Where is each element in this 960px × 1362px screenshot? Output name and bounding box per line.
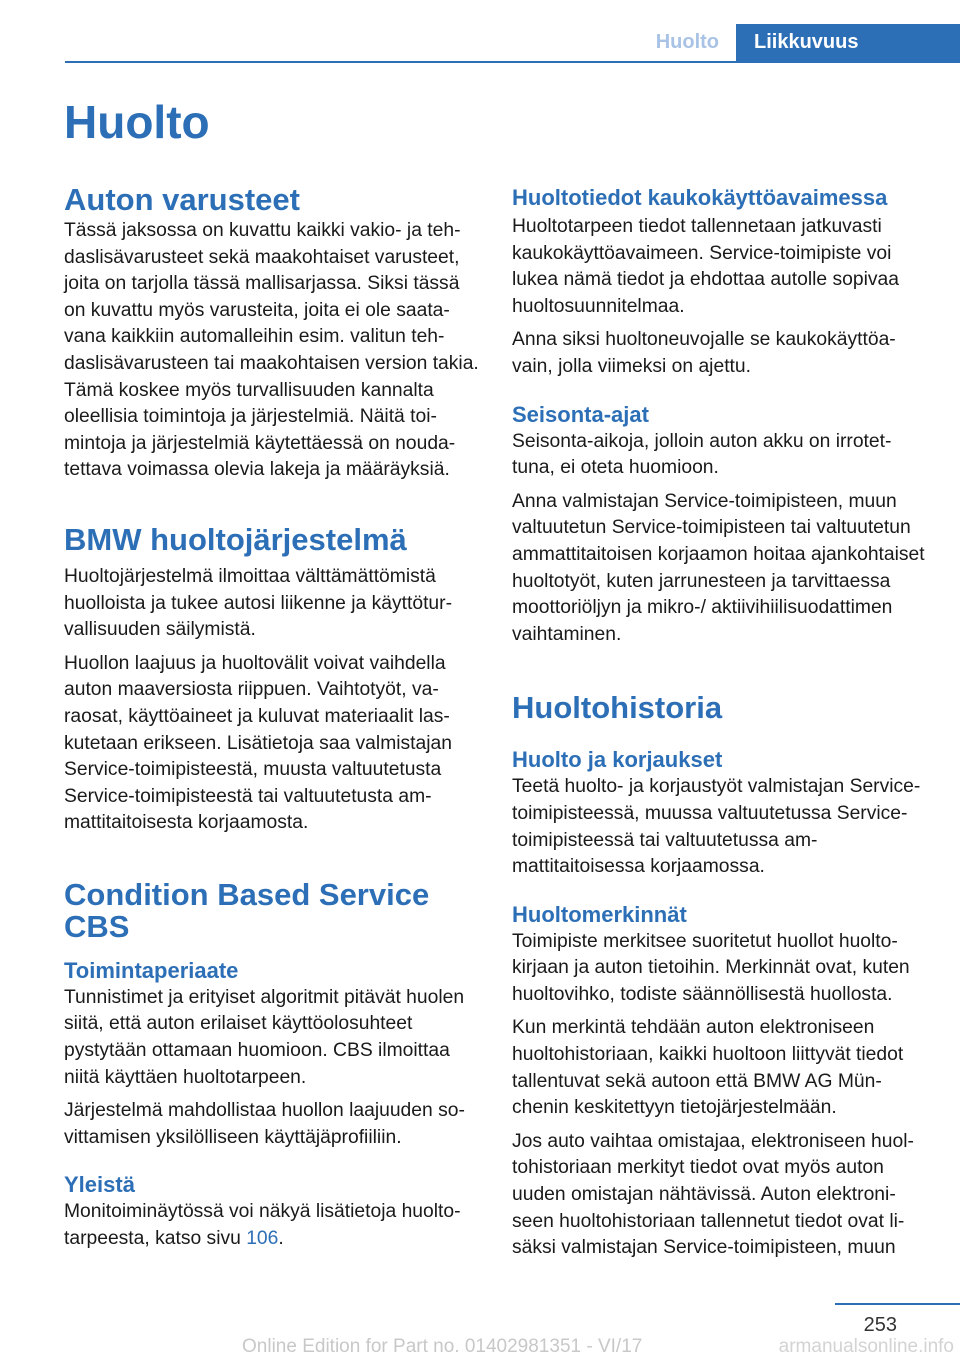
service-paragraph-2: Huollon laajuus ja huoltovälit voivat vaihdella auton maaversiosta riippuen. Vaihtotyöt, varaosat, käyttöaineet ja kuluvat materiaalit laskutetaan erikseen. Lisätietoja saa valmistajan Service-toimipisteestä, muusta valtuutetusta Service-toimipisteestä tai valtuutetusta ammattitaitoisesta korjaamosta. bbox=[64, 652, 452, 834]
subheading-service-repairs: Huolto ja korjaukset bbox=[512, 747, 723, 773]
page-title: Huolto bbox=[64, 96, 210, 148]
subheading-service-records: Huoltomerkinnät bbox=[512, 901, 687, 927]
subheading-remote-key: Huoltotiedot kaukokäyttöavaimessa bbox=[512, 185, 888, 210]
section-heading-equipment: Auton varusteet bbox=[64, 182, 300, 217]
header-section-tab[interactable]: Huolto bbox=[655, 31, 719, 53]
header-chapter-tab[interactable]: Liikkuvuus bbox=[736, 24, 960, 61]
remote-key-paragraph-1: Huoltotarpeen tiedot tallennetaan jatkuvasti kaukokäyttöavaimeen. Service-toimipiste voi lukea nämä tiedot ja ehdottaa autolle sopivaa huoltosuunnitelmaa. bbox=[512, 216, 899, 317]
general-paragraph bbox=[64, 1199, 482, 1252]
page-link-106[interactable]: 106 bbox=[246, 1228, 279, 1250]
service-paragraph-1: Huoltojärjestelmä ilmoittaa välttämättömistä huolloista ja tukee autosi liikenne ja käyttöturvallisuuden säilymistä. bbox=[64, 565, 452, 641]
principle-paragraph-2: Järjestelmä mahdollistaa huollon laajuuden sovittamisen yksilölliseen käyttäjäprofiiliin. bbox=[64, 1100, 465, 1148]
records-paragraph-2: Kun merkintä tehdään auton elektroniseen huoltohistoriaan, kaikki huoltoon liittyvät tiedot tallentuvat sekä autoon että BMW AG Münchenin keskitettyyn tietojärjestelmään. bbox=[512, 1017, 904, 1119]
right-column bbox=[512, 184, 927, 1262]
left-column bbox=[64, 184, 482, 1253]
general-text: Monitoiminäytössä voi näkyä lisätietoja huoltotarpeesta, katso sivu bbox=[64, 1201, 461, 1250]
equipment-paragraph: Tässä jaksossa on kuvattu kaikki vakio- ja tehdaslisävarusteet sekä maakohtaiset varusteet, joita on tarjolla tässä mallisarjassa. Siksi tässä on kuvattu myös varusteita, joita ei ole saatavana kaikkiin automalleihin esim. valitun tehdaslisävarusteen tai maakohtaisen version takia. Tämä koskee myös turvallisuuden kannalta oleellisia toimintoja ja järjestelmiä. Näitä toimintoja ja järjestelmiä käytettäessä on noudatettava voimassa olevia lakeja ja määräyksiä. bbox=[64, 220, 479, 481]
section-heading-bmw-service: BMW huoltojärjestelmä bbox=[64, 521, 407, 557]
subheading-general: Yleistä bbox=[64, 1172, 135, 1198]
watermark: armanualsonline.info bbox=[778, 1336, 954, 1357]
edition-note: Online Edition for Part no. 01402981351 - VI/17 bbox=[242, 1336, 643, 1357]
general-text-end: . bbox=[278, 1228, 284, 1250]
footer-rule bbox=[835, 1303, 960, 1305]
page-number: 253 bbox=[863, 1314, 897, 1336]
page-header bbox=[0, 24, 960, 62]
records-paragraph-1: Toimipiste merkitsee suoritetut huollot huoltokirjaan ja auton tietoihin. Merkinnät ovat, kuten huoltovihko, todiste säännöllisestä huollosta. bbox=[512, 930, 910, 1005]
remote-key-paragraph-2: Anna siksi huoltoneuvojalle se kaukokäyttöavain, jolla viimeksi on ajettu. bbox=[512, 329, 896, 377]
header-rule bbox=[65, 61, 960, 63]
section-heading-history: Huoltohistoria bbox=[512, 690, 723, 726]
service-repairs-paragraph: Teetä huolto- ja korjaustyöt valmistajan Service-toimipisteessä, muussa valtuutetussa Service-toimipisteessä tai valtuutetussa ammattitaitoisessa korjaamossa. bbox=[512, 776, 921, 878]
standstill-paragraph-1: Seisonta-aikoja, jolloin auton akku on irrotettuna, ei oteta huomioon. bbox=[512, 430, 892, 479]
standstill-paragraph-2: Anna valmistajan Service-toimipisteen, muun valtuutetun Service-toimipisteen tai valtuutetun ammattitaitoisen korjaamon hoitaa ajankohtaiset huoltotyöt, kuten jarrunesteen ja tarvittaessa moottoriöljyn ja mikro-/ aktiivihiilisuodattimen vaihtaminen. bbox=[512, 490, 925, 645]
records-paragraph-3: Jos auto vaihtaa omistajaa, elektroniseen huoltohistoriaan merkityt tiedot ovat myös auton uuden omistajan nähtävissä. Auton elektroniseen huoltohistoriaan tallennetut tiedot ovat lisäksi valmistajan Service-toimipisteen, muun bbox=[512, 1130, 914, 1259]
subheading-standstill: Seisonta-ajat bbox=[512, 401, 649, 427]
principle-paragraph-1: Tunnistimet ja erityiset algoritmit pitävät huolen siitä, että auton erilaiset käyttöolosuhteet pystytään ottamaan huomioon. CBS ilmoittaa niitä käyttäen huoltotarpeen. bbox=[64, 986, 465, 1088]
subheading-principle: Toimintaperiaate bbox=[64, 957, 239, 983]
section-heading-cbs: Condition Based Service CBS bbox=[64, 876, 430, 944]
